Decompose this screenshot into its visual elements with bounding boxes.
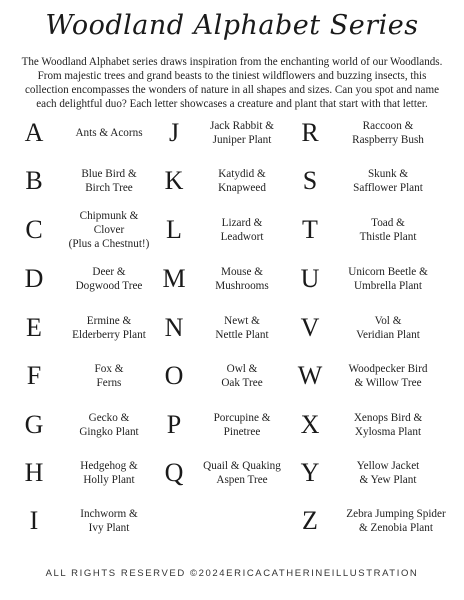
entry-letter: E: [26, 313, 42, 342]
intro-paragraph: The Woodland Alphabet series draws inspiration from the enchanting world of our Woodlands. From majestic trees and grand beasts to the tiniest wildflowers and buzzing insects, this collection encompasses the wonders of nature in all shapes and sizes. Can you spot and name each delightful duo? Each letter showcases a creature and plant that start with that letter.: [21, 56, 443, 110]
entry-name: Yellow Jacket & Yew Plant: [356, 460, 420, 486]
entry-letter: F: [26, 361, 42, 390]
entry-letter: X: [300, 410, 320, 439]
entry-name: Lizard & Leadwort: [220, 217, 264, 243]
entry-name: Quail & Quaking Aspen Tree: [203, 460, 281, 486]
entry-letter: B: [25, 166, 43, 195]
entry-letter: P: [166, 410, 182, 439]
entry-letter: J: [168, 118, 180, 147]
entry-letter: O: [164, 361, 184, 390]
entry-name: Newt & Nettle Plant: [215, 315, 269, 341]
entry-name: Inchworm & Ivy Plant: [80, 508, 138, 534]
entry-name: Toad & Thistle Plant: [359, 217, 417, 243]
entry-letter: I: [29, 506, 39, 535]
entry-letter: T: [302, 215, 318, 244]
entry-name: Jack Rabbit & Juniper Plant: [209, 120, 274, 146]
entry-name: Chipmunk & Clover (Plus a Chestnut!): [68, 210, 150, 250]
page-title: Woodland Alphabet Series: [45, 10, 419, 41]
entry-letter: H: [24, 458, 44, 487]
entry-letter: M: [162, 264, 186, 293]
entry-letter: W: [297, 361, 323, 390]
entry-letter: N: [164, 313, 184, 342]
entry-name: Hedgehog & Holly Plant: [80, 460, 138, 486]
entry-letter: C: [25, 215, 43, 244]
entry-letter: A: [24, 118, 44, 147]
entry-name: Vol & Veridian Plant: [356, 315, 420, 341]
entry-name: Porcupine & Pinetree: [213, 412, 271, 438]
entry-letter: Y: [300, 458, 320, 487]
entry-name: Mouse & Mushrooms: [215, 266, 269, 292]
entry-letter: R: [301, 118, 319, 147]
entry-letter: L: [166, 215, 182, 244]
entry-name: Deer & Dogwood Tree: [75, 266, 143, 292]
entry-letter: Q: [164, 458, 184, 487]
entry-name: Fox & Ferns: [94, 363, 124, 389]
entry-name: Skunk & Safflower Plant: [353, 168, 423, 194]
entry-name: Unicorn Beetle & Umbrella Plant: [348, 266, 428, 292]
entry-name: Ermine & Elderberry Plant: [72, 315, 146, 341]
entry-name: Owl & Oak Tree: [221, 363, 263, 389]
entry-name: Raccoon & Raspberry Bush: [352, 120, 424, 146]
entry-name: Ants & Acorns: [75, 127, 143, 139]
entry-name: Xenops Bird & Xylosma Plant: [353, 412, 423, 438]
entry-letter: D: [24, 264, 44, 293]
entry-name: Gecko & Gingko Plant: [79, 412, 139, 438]
entry-name: Blue Bird & Birch Tree: [81, 168, 137, 194]
entry-letter: G: [24, 410, 44, 439]
copyright-footer: ALL RIGHTS RESERVED ©2024ERICACATHERINEILLUSTRATION: [45, 568, 419, 579]
entry-letter: U: [300, 264, 320, 293]
entry-letter: Z: [302, 506, 318, 535]
entry-name: Katydid & Knapweed: [218, 168, 266, 194]
entry-letter: S: [302, 166, 318, 195]
entry-letter: K: [164, 166, 184, 195]
entry-letter: V: [300, 313, 320, 342]
entry-name: Woodpecker Bird & Willow Tree: [348, 363, 428, 389]
entry-name: Zebra Jumping Spider & Zenobia Plant: [346, 508, 446, 534]
